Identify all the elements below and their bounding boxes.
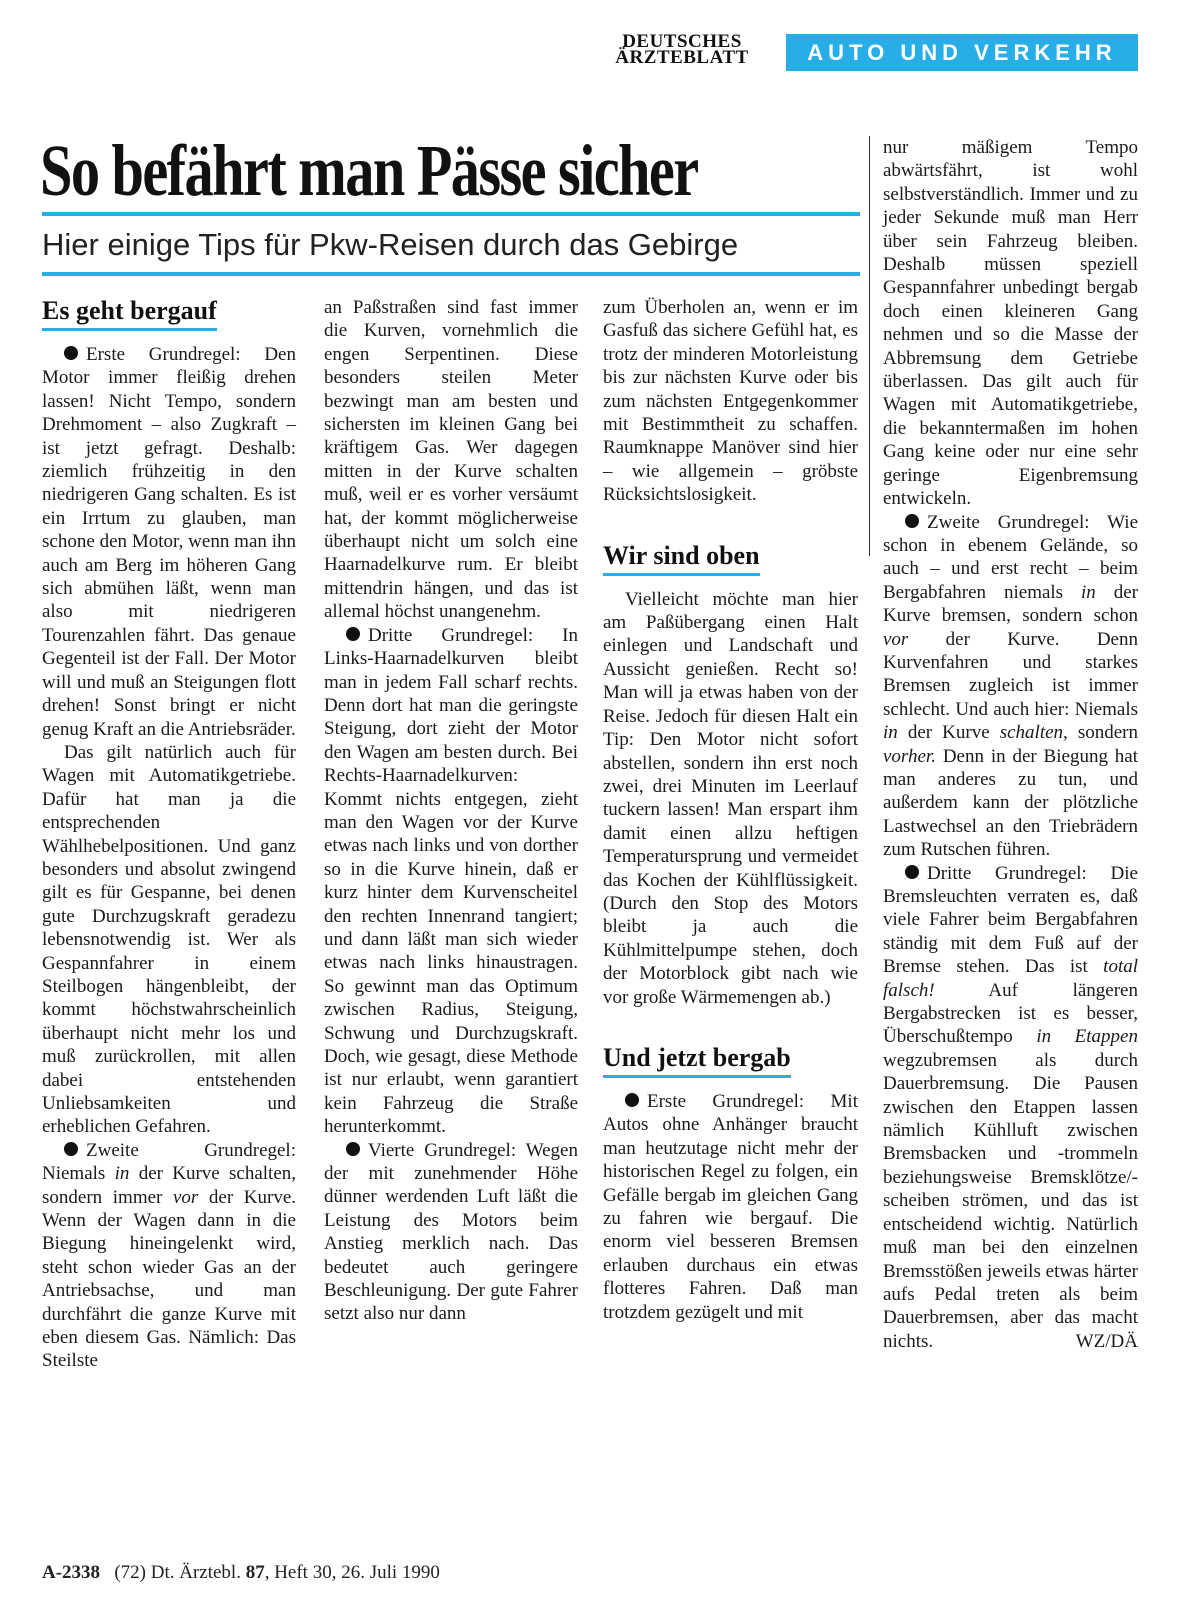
paragraph bbox=[42, 343, 296, 741]
citation-volume: 87 bbox=[245, 1562, 265, 1583]
paragraph bbox=[324, 624, 578, 1139]
bullet-icon bbox=[625, 1093, 639, 1107]
author-signature: WZ/DÄ bbox=[1075, 1330, 1138, 1352]
citation-prefix: (72) Dt. Ärztebl. bbox=[114, 1562, 241, 1583]
paragraph-text: der Kurve bbox=[907, 722, 990, 744]
headline: So befährt man Pässe sicher bbox=[40, 130, 698, 211]
paragraph-text: Erste Grundregel: Den Motor immer fleißig drehen lassen! Nicht Tempo, sondern Drehmoment – also Zugkraft – ist jetzt gefragt. Deshalb: ziemlich frühzeitig in den niedrigeren Gang schalten. Es ist ein Irrtum zu glauben, man schone den Motor, wenn man ihn auch am Berg im höheren Gang sich abmühen läßt, wenn man also mit niedrigeren Tourenzahlen fährt. Das genaue Gegenteil ist der Fall. Der Motor will und muß an Steigungen flott drehen! Sonst bringt er nicht genug Kraft an die Antriebsräder. bbox=[42, 344, 296, 740]
paragraph: Vielleicht möchte man hier am Paßübergang einen Halt einlegen und Landschaft und Aussicht genießen. Recht so! Man will ja etwas haben von der Reise. Jedoch für diesen Halt ein Tip: Den Motor nicht sofort abstellen, sondern ihn erst noch zwei, drei Minuten im Leerlauf tuckern lassen! Man erspart ihm damit einen allzu heftigen Temperatursprung und vermeidet das Kochen der Kühlflüssigkeit. (Durch den Stop des Motors bleibt ja auch die Kühlmittelpumpe stehen, doch der Motorblock gibt nach wie vor große Wärmemengen ab.) bbox=[603, 588, 858, 1008]
heading-bergab: Und jetzt bergab bbox=[603, 1043, 791, 1078]
paragraph-text: wegzubremsen als durch Dauerbremsung. Die Pausen zwischen den Etappen lassen nämlich Kühlluft zwischen Bremsbacken und -trommeln beziehungsweise Bremsklötze/-scheiben strömen, und das ist entscheidend wichtig. Natürlich muß man bei den einzelnen Bremsstößen jeweils etwas härter aufs Pedal treten als beim Dauerbremsen, aber das macht nichts. bbox=[883, 1049, 1138, 1352]
headline-rule bbox=[42, 212, 860, 216]
emphasis: vorher. bbox=[883, 745, 936, 767]
paragraph bbox=[883, 862, 1138, 1354]
paragraph: nur mäßigem Tempo abwärtsfährt, ist wohl selbstverständlich. Immer und zu jeder Sekunde muß man Herr über sein Fahrzeug bleiben. Deshalb müssen speziell Gespannfahrer unbedingt bergab doch einen kleineren Gang nehmen und so die Masse der Abbremsung dem Getriebe überlassen. Das gilt auch für Wagen mit Automatikgetriebe, die bekanntermaßen im hohen Gang keine oder nur eine sehr geringe Eigenbremsung entwickeln. bbox=[883, 137, 1138, 510]
paragraph-text: Auf längeren Bergabstrecken ist es besser, Überschußtempo bbox=[883, 979, 1138, 1048]
emphasis: vor bbox=[883, 628, 909, 650]
paragraph-text: der Kurve bremsen, sondern schon bbox=[883, 581, 1138, 627]
paragraph-text: Dritte Grundregel: In Links-Haarnadelkurven bleibt man in jedem Fall scharf rechts. Denn dort hat man die geringste Steigung, dort zieht der Motor den Wagen am besten durch. Bei Rechts-Haarnadelkurven: Kommt nichts entgegen, zieht man den Wagen vor der Kurve etwas nach links und von dorther so in die Kurve hinein, daß er kurz hinter dem Kurvenscheitel den rechten Innenrand tangiert; und dann läßt man sich wieder etwas nach links hinaustragen. So gewinnt man das Optimum zwischen Radius, Steigung, Schwung und Durchzugskraft. Doch, wie gesagt, diese Methode ist nur erlaubt, wenn garantiert kein Fahrzeug die Straße herunterkommt. bbox=[324, 624, 578, 1138]
subtitle-rule bbox=[42, 272, 860, 276]
citation-suffix: , Heft 30, 26. Juli 1990 bbox=[264, 1562, 440, 1583]
paragraph-text: Denn in der Biegung hat man anderes zu tun, und außerdem kann der plötzliche Lastwechsel an den Triebrädern zum Rutschen führen. bbox=[883, 745, 1139, 861]
paragraph-text: der Kurve. Wenn der Wagen dann in die Biegung hineingelenkt wird, steht schon wieder Gas an der Antriebsachse, und man durchfährt die ganze Kurve mit eben diesem Gas. Nämlich: Das Steilste bbox=[42, 1186, 296, 1372]
paragraph-text: Zweite Grundregel: Wie schon in ebenem Gelände, so auch – und erst recht – beim Bergabfahren niemals bbox=[883, 511, 1138, 603]
paragraph-text: sondern bbox=[1077, 722, 1139, 744]
column-1 bbox=[42, 296, 296, 1373]
masthead-line-1: DEUTSCHES bbox=[622, 31, 742, 52]
bullet-icon bbox=[346, 1142, 360, 1156]
paragraph bbox=[603, 1090, 858, 1324]
column-2 bbox=[324, 296, 578, 1326]
column-4 bbox=[883, 136, 1138, 1353]
heading-bergauf: Es geht bergauf bbox=[42, 296, 217, 331]
emphasis: in bbox=[883, 722, 898, 744]
bullet-icon bbox=[64, 346, 78, 360]
paragraph bbox=[883, 511, 1138, 862]
emphasis: vor bbox=[172, 1186, 199, 1208]
emphasis: in bbox=[1081, 581, 1096, 603]
column-3 bbox=[603, 296, 858, 1324]
paragraph-text: Dritte Grundregel: Die Bremsleuchten verraten es, daß viele Fahrer beim Bergabfahren ständig mit dem Fuß auf der Bremse stehen. Das ist bbox=[883, 862, 1138, 978]
paragraph: zum Überholen an, wenn er im Gasfuß das sichere Gefühl hat, es trotz der minderen Motorleistung bis zur nächsten Kurve oder bis zum nächsten Entgegenkommer mit Bestimmtheit zu schaffen. Raumknappe Manöver sind hier – wie allgemein – gröbste Rücksichtslosigkeit. bbox=[603, 297, 858, 506]
bullet-icon bbox=[905, 514, 919, 528]
paragraph: an Paßstraßen sind fast immer die Kurven, vornehmlich die engen Serpentinen. Diese besonders steilen Meter bezwingt man am besten und sichersten im kleinen Gang bei kräftigem Gas. Wer dagegen mitten in der Kurve schalten muß, weil er es vorher versäumt hat, der kommt möglicherweise überhaupt nicht um solch eine Haarnadelkurve rum. Er bleibt mittendrin hängen, und das ist allemal höchst unangenehm. bbox=[324, 297, 578, 623]
bullet-icon bbox=[905, 865, 919, 879]
paragraph bbox=[324, 1139, 578, 1326]
paragraph-text: der Kurve schalten, sondern immer bbox=[42, 1163, 297, 1208]
heading-oben: Wir sind oben bbox=[603, 541, 760, 576]
paragraph-text: Vierte Grundregel: Wegen der mit zunehmender Höhe dünner werdenden Luft läßt die Leistung des Motors beim Anstieg merklich nach. Das bedeutet auch geringere Beschleunigung. Der gute Fahrer setzt also nur dann bbox=[324, 1139, 578, 1325]
paragraph bbox=[42, 1139, 296, 1373]
masthead bbox=[608, 31, 756, 68]
emphasis: in bbox=[114, 1163, 130, 1185]
page-number: A-2338 bbox=[42, 1562, 101, 1583]
section-banner: AUTO UND VERKEHR bbox=[786, 34, 1138, 71]
bullet-icon bbox=[346, 627, 360, 641]
bullet-icon bbox=[64, 1142, 78, 1156]
page-footer bbox=[42, 1562, 440, 1584]
paragraph-text: der Kurve. Denn Kurvenfahren und starkes Bremsen zugleich ist immer schlecht. Und auch hier: Niemals bbox=[883, 628, 1138, 720]
paragraph-text: Zweite Grundregel: Niemals bbox=[42, 1139, 296, 1185]
subtitle: Hier einige Tips für Pkw-Reisen durch das Gebirge bbox=[42, 227, 739, 262]
column-divider bbox=[869, 136, 870, 556]
emphasis: in Etappen bbox=[1036, 1026, 1138, 1048]
masthead-line-2: ÄRZTEBLATT bbox=[615, 47, 749, 68]
paragraph-text: Erste Grundregel: Mit Autos ohne Anhänger braucht man heutzutage nicht mehr der historischen Regel zu folgen, ein Gefälle bergab im gleichen Gang zu fahren wie bergauf. Die enorm viel besseren Bremsen erlauben durchaus ein etwas flotteres Fahren. Daß man trotzdem gezügelt und mit bbox=[603, 1090, 858, 1323]
emphasis: total falsch! bbox=[883, 956, 1139, 1001]
paragraph: Das gilt natürlich auch für Wagen mit Automatikgetriebe. Dafür hat man ja die entsprechenden Wählhebelpositionen. Und ganz besonders und absolut zwingend gilt es für Gespanne, bei denen gute Durchzugskraft geradezu lebensnotwendig ist. Wer als Gespannfahrer in einem Steilbogen hängenbleibt, der kommt höchstwahrscheinlich überhaupt nicht mehr los und muß zurückrollen, mit allen dabei entstehenden Unliebsamkeiten und erheblichen Gefahren. bbox=[42, 741, 296, 1138]
emphasis: schalten, bbox=[999, 722, 1068, 744]
